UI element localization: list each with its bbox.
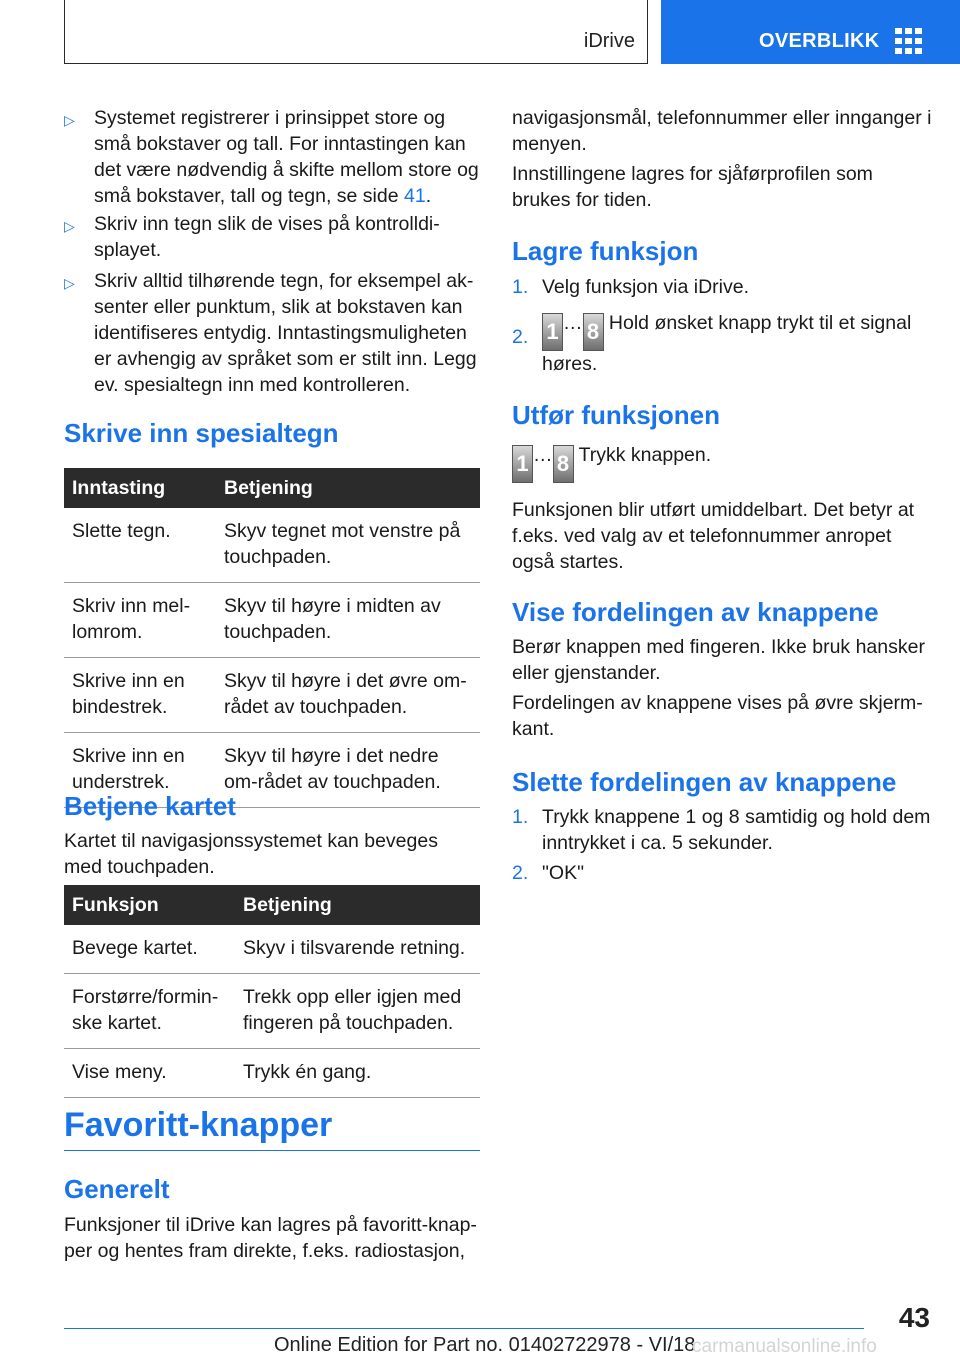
settings-text: Innstillingene lagres for sjåførprofilen som brukes for tiden. — [512, 163, 873, 211]
triangle-bullet-icon: ▷ — [64, 112, 75, 128]
save-heading: Lagre funksjon — [512, 236, 699, 266]
table-row — [64, 658, 480, 733]
table-cell: Slette tegn. — [64, 508, 216, 583]
table-cell: Skyv i tilsvarende retning. — [235, 925, 480, 974]
exec-result-text: Funksjonen blir utført umiddelbart. Det betyr at f.eks. ved valg av et telefonnummer anropet også startes. — [512, 499, 915, 573]
header-frame — [64, 0, 648, 64]
step-text: "OK" — [542, 862, 585, 884]
special-chars-table — [64, 468, 480, 808]
step-text: Trykk knappene 1 og 8 samtidig og hold dem inntrykket i ca. 5 sekunder. — [542, 806, 931, 854]
general-text: Funksjoner til iDrive kan lagres på favoritt-knap-per og hentes fram direkte, f.eks. radiostasjon, — [64, 1214, 477, 1262]
table-cell: Skrive inn en bindestrek. — [64, 658, 216, 733]
page-number: 43 — [898, 1302, 930, 1333]
table-cell: Trykk én gang. — [235, 1049, 480, 1098]
continued-text: navigasjonsmål, telefonnummer eller innganger i menyen. — [512, 107, 932, 155]
table-header: Betjening — [235, 885, 480, 925]
step-text: Hold ønsket knapp trykt til et signal høres. — [542, 312, 912, 375]
exec-heading: Utfør funksjonen — [512, 400, 720, 430]
chapter-title: Favoritt-knapper — [64, 1106, 333, 1144]
general-heading: Generelt — [64, 1174, 170, 1204]
table-cell: Skyv tegnet mot venstre på touchpaden. — [216, 508, 480, 583]
table-row — [64, 1049, 480, 1098]
bullet-text: Systemet registrerer i prinsippet store og små bokstaver og tall. For inntastingen kan det være nødvendig å skifte mellom store og små bokstaver, tall og tegn, se side — [94, 107, 479, 207]
table-row — [64, 925, 480, 974]
step-number: 2. — [512, 326, 529, 348]
bullet-text: Skriv inn tegn slik de vises på kontrolldi-splayet. — [94, 213, 440, 261]
table-cell: Skyv til høyre i det nedre om-rådet av touchpaden. — [216, 733, 480, 808]
special-chars-heading: Skrive inn spesialtegn — [64, 418, 339, 448]
edition-text: Online Edition for Part no. 01402722978 - VI/18 — [274, 1334, 696, 1356]
map-heading: Betjene kartet — [64, 791, 236, 821]
table-row — [64, 974, 480, 1049]
step-number: 2. — [512, 862, 529, 884]
map-text: Kartet til navigasjonssystemet kan beveges med touchpaden. — [64, 830, 438, 878]
list-item — [512, 310, 932, 375]
delete-heading: Slette fordelingen av knappene — [512, 767, 897, 797]
grid-icon — [895, 28, 923, 54]
table-header: Inntasting — [64, 468, 216, 508]
step-number: 1. — [512, 276, 529, 298]
footer-divider — [64, 1328, 864, 1329]
favorite-key-8-icon: 8 — [583, 313, 604, 351]
exec-text: Trykk knappen. — [578, 444, 712, 466]
show-text: Fordelingen av knappene vises på øvre skjerm-kant. — [512, 692, 923, 740]
chapter-divider — [64, 1150, 480, 1151]
key-range-dots: … — [563, 312, 583, 334]
table-row — [64, 508, 480, 583]
table-cell: Trekk opp eller igjen med fingeren på touchpaden. — [235, 974, 480, 1049]
step-number: 1. — [512, 806, 529, 828]
bullet-text: Skriv alltid tilhørende tegn, for eksempel ak-senter eller punktum, slik at bokstaven kan identifiseres entydig. Inntastingsmuligheten er avhengig av språket som er stilt inn. Legg ev. spesialtegn inn med kontrolleren. — [94, 270, 477, 396]
table-cell: Skyv til høyre i midten av touchpaden. — [216, 583, 480, 658]
table-header: Funksjon — [64, 885, 235, 925]
table-cell: Forstørre/formin-ske kartet. — [64, 974, 235, 1049]
map-table — [64, 885, 480, 1098]
triangle-bullet-icon: ▷ — [64, 218, 75, 234]
table-cell: Vise meny. — [64, 1049, 235, 1098]
favorite-key-8-icon: 8 — [553, 445, 574, 483]
table-cell: Skrive inn en understrek. — [64, 733, 216, 808]
exec-row — [512, 442, 932, 483]
show-text: Berør knappen med fingeren. Ikke bruk hansker eller gjenstander. — [512, 636, 925, 684]
overview-tab[interactable] — [661, 0, 960, 64]
favorite-key-1-icon: 1 — [512, 445, 533, 483]
bullet-suffix: . — [425, 185, 432, 207]
page-link[interactable]: 41 — [404, 185, 426, 207]
overview-tab-label: OVERBLIKK — [759, 30, 880, 52]
table-cell: Skyv til høyre i det øvre om-rådet av touchpaden. — [216, 658, 480, 733]
favorite-key-1-icon: 1 — [542, 313, 563, 351]
key-range-dots: … — [533, 444, 553, 466]
table-cell: Bevege kartet. — [64, 925, 235, 974]
show-heading: Vise fordelingen av knappene — [512, 597, 879, 627]
watermark: carmanualsonline.info — [692, 1336, 877, 1357]
header-section-label: iDrive — [583, 30, 635, 52]
table-header: Betjening — [216, 468, 480, 508]
step-text: Velg funksjon via iDrive. — [542, 276, 750, 298]
table-row — [64, 583, 480, 658]
triangle-bullet-icon: ▷ — [64, 275, 75, 291]
table-cell: Skriv inn mel-lomrom. — [64, 583, 216, 658]
